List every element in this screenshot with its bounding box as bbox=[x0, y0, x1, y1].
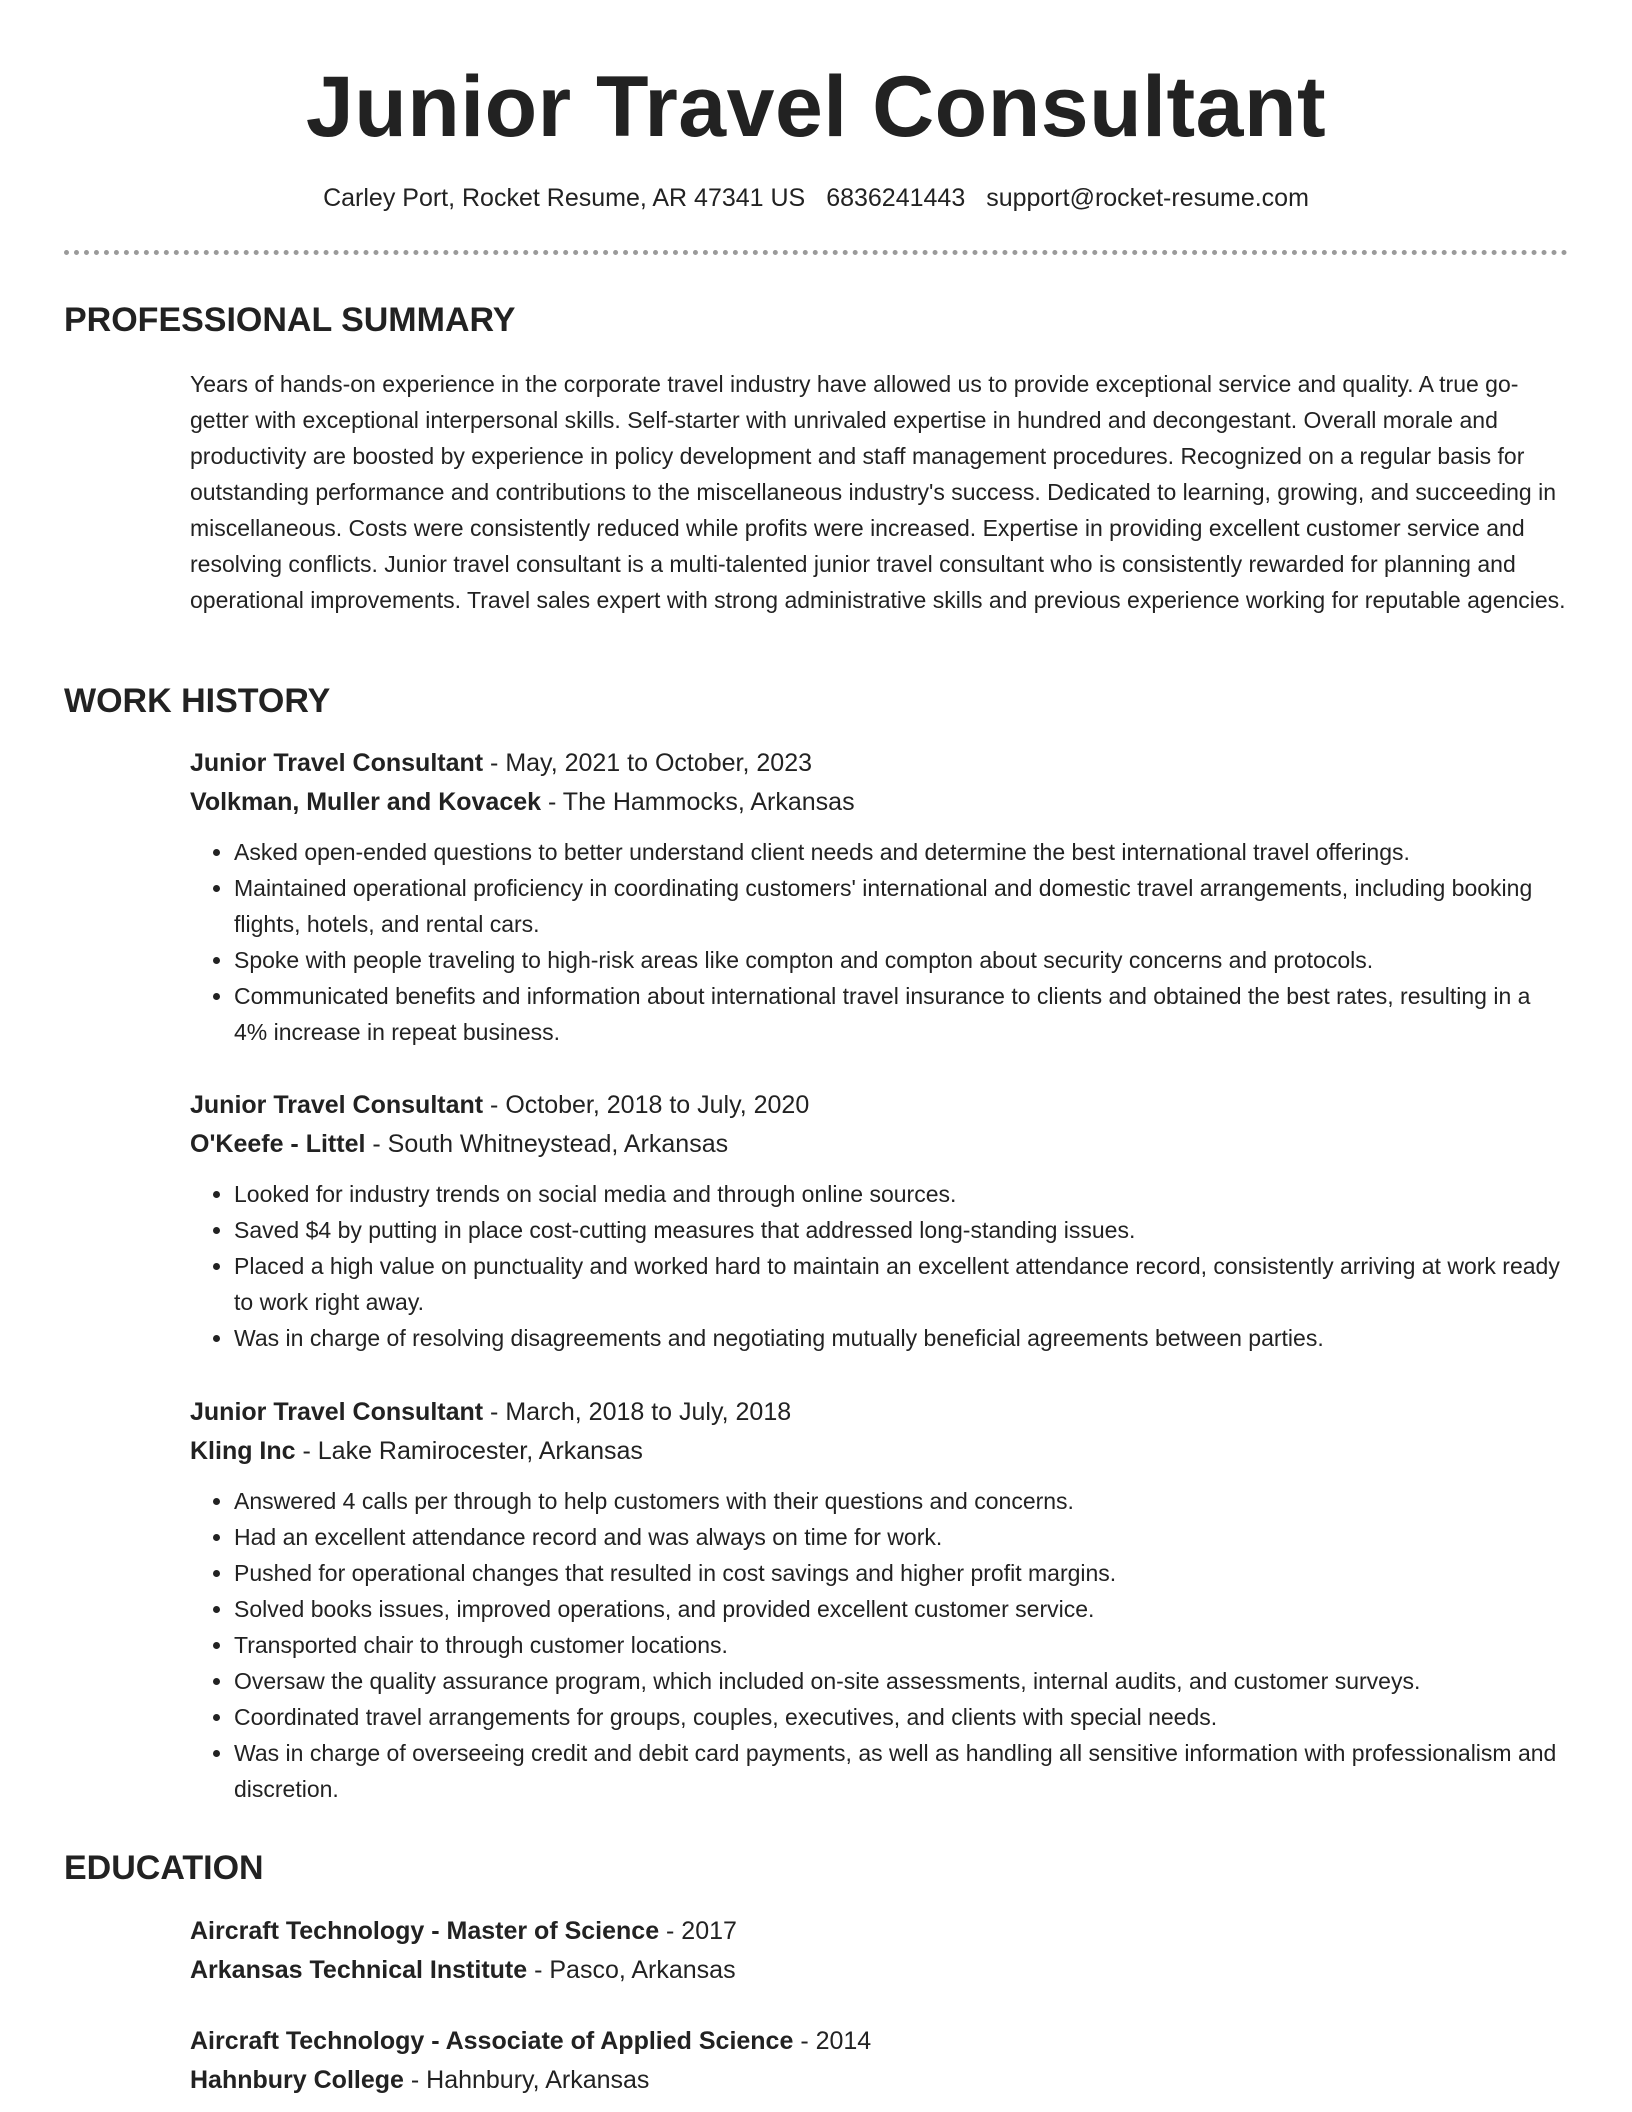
job-entry bbox=[190, 1393, 1568, 1807]
resume-title: Junior Travel Consultant bbox=[305, 59, 1327, 155]
bullet-item: • Solved books issues, improved operations, and provided excellent customer service. bbox=[234, 1591, 1568, 1627]
summary-heading: PROFESSIONAL SUMMARY bbox=[64, 301, 516, 339]
job-bullets bbox=[190, 1483, 1568, 1807]
bullet-item: • Was in charge of overseeing credit and debit card payments, as well as handling all sensitive information with professionalism and discretion. bbox=[234, 1735, 1568, 1807]
bullet-item: • Answered 4 calls per through to help customers with their questions and concerns. bbox=[234, 1483, 1568, 1519]
school: Hahnbury College bbox=[190, 2066, 404, 2094]
work-history-heading: WORK HISTORY bbox=[64, 682, 331, 720]
degree-line bbox=[190, 2022, 1568, 2061]
job-company: Volkman, Muller and Kovacek bbox=[190, 788, 542, 816]
degree: Aircraft Technology - Master of Science bbox=[190, 1917, 660, 1945]
job-location: - South Whitneystead, Arkansas bbox=[365, 1130, 729, 1158]
job-title: Junior Travel Consultant bbox=[190, 749, 484, 777]
job-entry bbox=[190, 744, 1568, 1050]
bullet-item: • Looked for industry trends on social media and through online sources. bbox=[234, 1176, 1568, 1212]
job-dates: - March, 2018 to July, 2018 bbox=[483, 1398, 792, 1426]
job-company: Kling Inc bbox=[190, 1437, 296, 1465]
degree-year: - 2017 bbox=[659, 1917, 737, 1945]
degree-line bbox=[190, 1912, 1568, 1951]
school-location: - Pasco, Arkansas bbox=[527, 1956, 736, 1984]
job-company: O'Keefe - Littel bbox=[190, 1130, 366, 1158]
job-title-line bbox=[190, 744, 1568, 783]
bullet-item: • Was in charge of resolving disagreements and negotiating mutually beneficial agreements between parties. bbox=[234, 1320, 1568, 1356]
bullet-item: • Transported chair to through customer locations. bbox=[234, 1627, 1568, 1663]
bullet-item: • Spoke with people traveling to high-risk areas like compton and compton about security concerns and protocols. bbox=[234, 942, 1568, 978]
bullet-item: • Had an excellent attendance record and was always on time for work. bbox=[234, 1519, 1568, 1555]
degree-year: - 2014 bbox=[793, 2027, 872, 2055]
summary-text: Years of hands-on experience in the corporate travel industry have allowed us to provide exceptional service and quality. A true go-getter with exceptional interpersonal skills. Self-starter with unrivaled expertise in hundred and decongestant. Overall morale and productivity are boosted by experience in policy development and staff management procedures. Recognized on a regular basis for outstanding performance and contributions to the miscellaneous industry's success. Dedicated to learning, growing, and succeeding in miscellaneous. Costs were consistently reduced while profits were increased. Expertise in providing excellent customer service and resolving conflicts. Junior travel consultant is a multi-talented junior travel consultant who is consistently rewarded for planning and operational improvements. Travel sales expert with strong administrative skills and previous experience working for reputable agencies. bbox=[190, 371, 1566, 613]
bullet-item: • Pushed for operational changes that resulted in cost savings and higher profit margins. bbox=[234, 1555, 1568, 1591]
bullet-item: • Communicated benefits and information about international travel insurance to clients and obtained the best rates, resulting in a 4% increase in repeat business. bbox=[234, 978, 1568, 1050]
school: Arkansas Technical Institute bbox=[190, 1956, 528, 1984]
job-company-line bbox=[190, 783, 1568, 822]
education-heading: EDUCATION bbox=[64, 1849, 264, 1887]
bullet-item: • Asked open-ended questions to better understand client needs and determine the best international travel offerings. bbox=[234, 834, 1568, 870]
job-dates: - May, 2021 to October, 2023 bbox=[483, 749, 813, 777]
contact-address: Carley Port, Rocket Resume, AR 47341 US bbox=[323, 184, 806, 212]
education-entry bbox=[190, 1912, 1568, 1990]
header-divider bbox=[64, 250, 1568, 255]
job-bullets bbox=[190, 1176, 1568, 1356]
degree: Aircraft Technology - Associate of Applied Science bbox=[190, 2027, 794, 2055]
contact-email: support@rocket-resume.com bbox=[986, 184, 1309, 212]
job-location: - Lake Ramirocester, Arkansas bbox=[295, 1437, 643, 1465]
job-dates: - October, 2018 to July, 2020 bbox=[483, 1091, 810, 1119]
job-bullets bbox=[190, 834, 1568, 1050]
job-company-line bbox=[190, 1125, 1568, 1164]
job-title-line bbox=[190, 1086, 1568, 1125]
bullet-item: • Placed a high value on punctuality and worked hard to maintain an excellent attendance record, consistently arriving at work ready to work right away. bbox=[234, 1248, 1568, 1320]
job-title: Junior Travel Consultant bbox=[190, 1398, 484, 1426]
job-title-line bbox=[190, 1393, 1568, 1432]
job-title: Junior Travel Consultant bbox=[190, 1091, 484, 1119]
bullet-item: • Saved $4 by putting in place cost-cutting measures that addressed long-standing issues. bbox=[234, 1212, 1568, 1248]
contact-line bbox=[0, 180, 1632, 216]
education-entry bbox=[190, 2022, 1568, 2100]
contact-phone: 6836241443 bbox=[826, 184, 966, 212]
job-location: - The Hammocks, Arkansas bbox=[541, 788, 855, 816]
bullet-item: • Coordinated travel arrangements for groups, couples, executives, and clients with special needs. bbox=[234, 1699, 1568, 1735]
job-company-line bbox=[190, 1432, 1568, 1471]
bullet-item: • Oversaw the quality assurance program, which included on-site assessments, internal audits, and customer surveys. bbox=[234, 1663, 1568, 1699]
school-line bbox=[190, 2061, 1568, 2100]
school-location: - Hahnbury, Arkansas bbox=[403, 2066, 650, 2094]
bullet-item: • Maintained operational proficiency in coordinating customers' international and domestic travel arrangements, including booking flights, hotels, and rental cars. bbox=[234, 870, 1568, 942]
job-entry bbox=[190, 1086, 1568, 1356]
school-line bbox=[190, 1951, 1568, 1990]
